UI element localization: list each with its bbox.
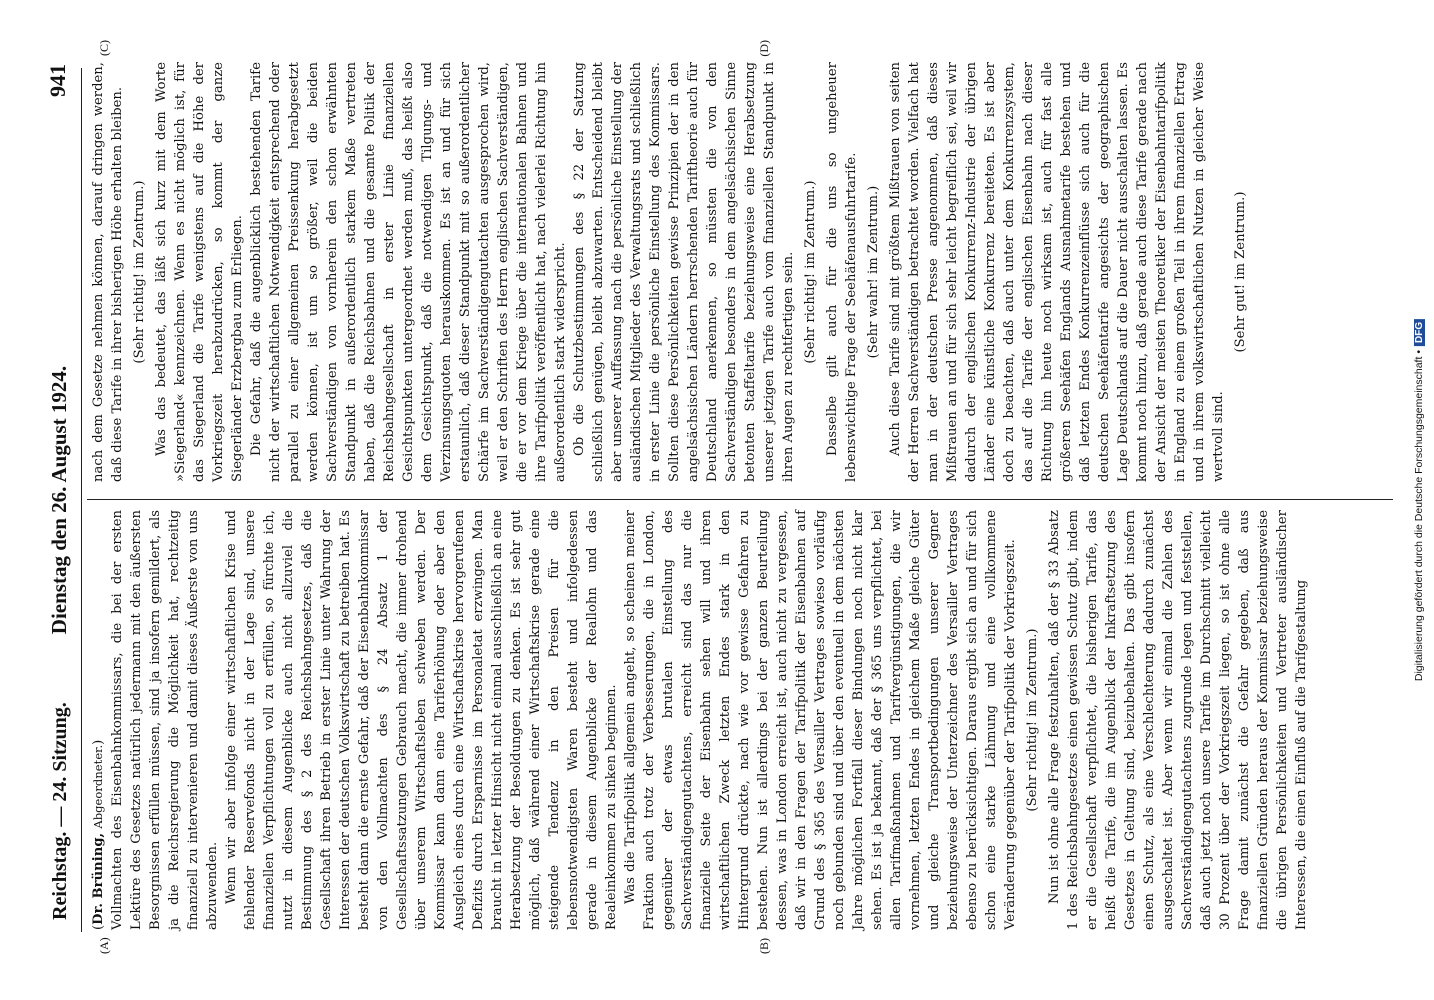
paragraph: Vollmachten des Eisenbahnkommissars, die bei der ersten Lektüre des Gesetzes natürlich jedermann mit den äußersten Besorgnissen erfüllen müssen, sind ja insofern gemildert, als ja die Reichsregierung die Möglichkeit hat, rechtzeitig finanziell zu intervenieren und damit dieses Äußerste von uns abzuwenden.	[110, 510, 220, 930]
paragraph: Wenn wir aber infolge einer wirtschaftlichen Krise und fehlender Reservefonds nicht in der Lage sind, unsere finanziellen Verpflichtungen voll zu erfüllen, so fürchte ich, nutzt in diesem Augenblicke auch nicht allzuviel die Bestimmung des § 2 des Reichsbahngesetzes, daß die Gesellschaft ihren Betrieb in erster Linie unter Wahrung der Interessen der deutschen Volkswirtschaft zu betreiben hat. Es besteht dann die ernste Gefahr, daß der Eisenbahnkommissar von den Vollmachten des § 24 Absatz 1 der Gesellschaftssatzungen Gebrauch macht, die immer drohend über unserem Wirtschaftsleben schweben werden. Der Kommissar kann dann eine Tariferhöhung oder aber den Ausgleich eines durch eine Wirtschaftskrise hervorgerufenen Defizits durch Ersparnisse im Personaletat erzwingen. Man braucht in letzter Hinsicht nicht einmal ausschließlich an eine Herabsetzung der Besoldungen zu denken. Es ist sehr gut möglich, daß während einer Wirtschaftskrise gerade eine steigende Tendenz in den Preisen für die lebensnotwendigsten Waren besteht und infolgedessen gerade in diesem Augenblicke der Reallohn und das Realeinkommen zu sinken beginnen.	[224, 510, 619, 930]
rotated-newspaper-page	[37, 40, 1397, 954]
margin-mark-b: (B)	[757, 938, 771, 954]
margin-mark-a: (A)	[97, 937, 111, 954]
paragraph: Die Gefahr, daß die augenblicklich bestehenden Tarife nicht der wirtschaftlichen Notwendigkeit entsprechend oder parallel zu einer allgemeinen Preissenkung herabgesetzt werden können, ist um so größer, weil die beiden Sachverständigen von vornherein den schon erwähnten Standpunkt in außerordentlich starkem Maße vertreten haben, daß die Reichsbahnen und die gesamte Politik der Reichsbahngesellschaft in erster Linie finanziellen Gesichtspunkten untergeordnet werden muß, das heißt also dem Gesichtspunkt, daß die notwendigen Tilgungs- und Verzinsungsquoten herauskommen. Es ist an und für sich erstaunlich, daß dieser Standpunkt mit so außerordentlicher Schärfe im Sachverständigengutachten ausgesprochen wird, weil er den Schriften des Herrn englischen Sachverständigen, die er vor dem Kriege über die internationalen Bahnen und ihre Tarifpolitik veröffentlicht hat, nach vielerlei Richtung hin außerordentlich stark widerspricht.	[249, 62, 568, 482]
speaker-role: Abgeordneter.	[91, 744, 105, 829]
column-left	[89, 510, 1393, 930]
paragraph: Auch diese Tarife sind mit größtem Mißtrauen von seiten der Herren Sachverständigen betrachtet worden. Vielfach hat man in der deutschen Presse angenommen, daß dieses Mißtrauen an und für sich sehr leicht begreiflich sei, weil wir dadurch der englischen Konkurrenz-Industrie der übrigen Länder eine künstliche Konkurrenz bereiteten. Es ist aber doch zu beachten, daß auch unter dem Konkurrenzsystem, das auf die Tarife der englischen Eisenbahn nach dieser Richtung hin heute noch wirksam ist, auch für fast alle größeren Seehäfen Englands Ausnahmetarife bestehen und daß letzten Endes Konkurrenzeinflüsse sich auch für die deutschen Seehäfentarife angesichts der geographischen Lage Deutschlands auf die Dauer nicht ausschalten lassen. Es kommt noch hinzu, daß gerade auch diese Tarife gerade nach der Ansicht der meisten Theoretiker der Eisenbahntarifpolitik in England zu einem großen Teil in ihrem finanziellen Ertrag und in ihrem volkswirtschaftlichen Nutzen in gleicher Weise wertvoll sind.	[888, 62, 1226, 482]
dfg-logo: DFG	[1414, 319, 1425, 346]
interjection: (Sehr gut! im Zentrum.)	[1233, 191, 1248, 353]
header-left: Reichstag. — 24. Sitzung.	[49, 702, 71, 920]
paragraph: Dasselbe gilt auch für die uns so ungeheuer lebenswichtige Frage der Seehäfenausfuhrtarife.	[825, 62, 859, 482]
paragraph: nach dem Gesetze nehmen können, darauf dringen werden, daß diese Tarife in ihrer bisherigen Höhe erhalten bleiben.	[91, 62, 125, 482]
interjection: (Sehr richtig! im Zentrum.)	[803, 180, 818, 364]
speaker-line: (Dr. Brüning, Abgeordneter.)	[91, 739, 106, 930]
margin-mark-d: (D)	[757, 40, 771, 57]
paragraph: Ob die Schutzbestimmungen des § 22 der Satzung schließlich genügen, bleibt abzuwarten. Entscheidend bleibt aber unserer Auffassung nach die persönliche Einstellung der ausländischen Mitglieder des Verwaltungsrats und schließlich in erster Linie die persönliche Einstellung des Kommissars. Sollten diese Persönlichkeiten gewisse Prinzipien der in den angelsächsischen Ländern herrschenden Tariftheorie auch für Deutschland anerkennen, so müssten die von den Sachverständigen besonders in dem angelsächsischen Sinne betonten Staffeltarife beziehungsweise eine Herabsetzung unserer jetzigen Tarife auch vom finanziellen Standpunkt in ihren Augen zu rechtfertigen sein.	[572, 62, 796, 482]
interjection: (Sehr richtig! im Zentrum.)	[1025, 628, 1040, 812]
interjection: (Sehr wahr! im Zentrum.)	[866, 185, 881, 359]
digitization-credit	[1404, 0, 1434, 1000]
column-rule	[87, 499, 1393, 500]
column-right	[89, 62, 1393, 482]
header-rule	[81, 68, 82, 932]
page-number: 941	[45, 64, 70, 97]
credit-text: Digitalisierung gefördert durch die Deutsche Forschungsgemeinschaft •	[1413, 350, 1425, 682]
running-header	[37, 50, 81, 950]
interjection: (Sehr richtig! im Zentrum.)	[132, 180, 147, 364]
margin-mark-c: (C)	[97, 40, 111, 56]
speaker-name: Dr. Brüning,	[91, 832, 106, 925]
header-date: Dienstag den 26. August 1924.	[47, 365, 71, 635]
paragraph: Was die Tarifpolitik allgemein angeht, so scheinen meiner Fraktion auch trotz der Verbesserungen, die in London, gegenüber der etwas brutalen Einstellung des Sachverständigengutachtens, erreicht sind das nur die finanzielle Seite der Eisenbahn sehen will und ihren wirtschaftlichen Zweck letzten Endes stark in den Hintergrund drückte, nach wie vor gewisse Gefahren zu bestehen. Nun ist allerdings bei der ganzen Beurteilung dessen, was in London erreicht ist, auch nicht zu vergessen, daß wir in den Fragen der Tarifpolitik der Eisenbahnen auf Grund des § 365 des Versailler Vertrages sowieso vorläufig noch gebunden sind und über den eventuell in dem nächsten Jahre möglichen Fortfall dieser Bindungen noch nicht klar sehen. Es ist ja bekannt, daß der § 365 uns verpflichtet, bei allen Tarifmaßnahmen und Tarifvergünstigungen, die wir vornehmen, letzten Endes in gleichem Maße gleiche Güter und gleiche Transportbedingungen unserer Gegner beziehungsweise der Unterzeichner des Versailler Vertrages ebenso zu berücksichtigen. Daraus ergibt sich an und für sich schon eine starke Lähmung und eine vollkommene Veränderung gegenüber der Tarifpolitik der Vorkriegszeit.	[623, 510, 1018, 930]
paragraph: Was das bedeutet, das läßt sich kurz mit dem Worte »Siegerland« kennzeichnen. Wenn es nicht möglich ist, für das Siegerland die Tarife wenigstens auf die Höhe der Vorkriegszeit herabzudrücken, so kommt der ganze Siegerländer Erzbergbau zum Erliegen.	[154, 62, 245, 482]
paragraph: Nun ist ohne alle Frage festzuhalten, daß der § 33 Absatz 1 des Reichsbahngesetzes einen gewissen Schutz gibt, indem er die Gesellschaft verpflichtet, die bisherigen Tarife, das heißt die Tarife, die im Augenblick der Inkraftsetzung des Gesetzes in Geltung sind, beizubehalten. Das gibt insofern einen Schutz, als eine Verschlechterung dadurch zunächst ausgeschaltet ist. Aber wenn wir einmal die Zahlen des Sachverständigengutachtens zugrunde legen und feststellen, daß auch jetzt noch unsere Tarife im Durchschnitt vielleicht 30 Prozent über der Vorkriegszeit liegen, so ist ohne alle Frage damit zunächst die Gefahr gegeben, daß aus finanziellen Gründen heraus der Kommissar beziehungsweise die übrigen Persönlichkeiten und Vertreter ausländischer Interessen, die einen Einfluß auf die Tarifgestaltung	[1047, 510, 1309, 930]
